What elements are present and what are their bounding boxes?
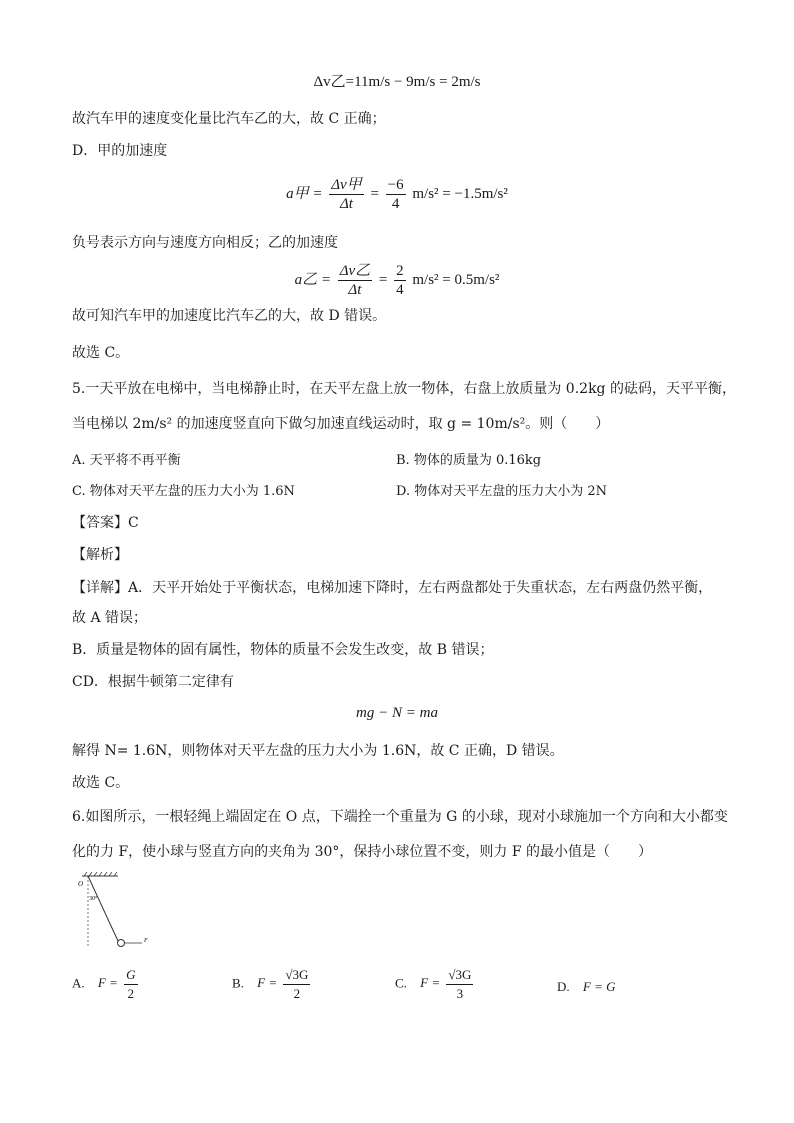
q5-detail-line3: B．质量是物体的固有属性，物体的质量不会发生改变，故 B 错误； xyxy=(72,642,494,658)
label-f: F xyxy=(144,938,148,944)
denominator: Δt xyxy=(339,196,353,212)
q5-option-c[interactable]: C. 物体对天平左盘的压力大小为 1.6N xyxy=(72,484,295,499)
q5-detail-line4: CD．根据牛顿第二定律有 xyxy=(72,674,234,690)
equation-delta-v-yi: Δv乙=11m/s − 9m/s = 2m/s xyxy=(313,74,481,90)
q5-choose: 故选 C。 xyxy=(72,775,130,791)
numerator: Δv乙 xyxy=(339,263,371,279)
option-expression: F = G xyxy=(582,979,616,994)
q5-stem-line2: 当电梯以 2m/s² 的加速度竖直向下做匀加速直线运动时，取 g = 10m/s²。则（ ） xyxy=(72,416,610,432)
numerator: Δv甲 xyxy=(331,177,362,193)
eq-lhs: a甲 = xyxy=(286,185,323,202)
text-d-heading: D．甲的加速度 xyxy=(72,143,168,159)
text-c-conclusion: 故汽车甲的速度变化量比汽车乙的大，故 C 正确； xyxy=(72,111,386,127)
q5-detail-line1: 【详解】A．天平开始处于平衡状态，电梯加速下降时，左右两盘都处于失重状态，左右两盘仍然平衡， xyxy=(72,580,713,596)
equation-a-jia xyxy=(0,176,794,213)
q5-option-d[interactable]: D. 物体对天平左盘的压力大小为 2N xyxy=(396,484,608,499)
ball xyxy=(118,940,125,947)
option-lhs: F = xyxy=(257,975,278,991)
q6-option-d[interactable] xyxy=(557,978,616,996)
ceiling-hatch xyxy=(82,872,118,876)
q5-stem-line1: 5.一天平放在电梯中，当电梯静止时，在天平左盘上放一物体，右盘上放质量为 0.2kg 的砝码，天平平衡， xyxy=(72,381,736,397)
equation-a-yi xyxy=(0,262,794,299)
eq-rhs: m/s² = −1.5m/s² xyxy=(412,185,508,202)
option-label: A. xyxy=(72,975,85,991)
numerator: −6 xyxy=(387,177,404,193)
equals: = xyxy=(370,185,379,202)
numerator: G xyxy=(124,966,137,985)
q5-option-a[interactable]: A. 天平将不再平衡 xyxy=(72,453,181,468)
fraction xyxy=(446,966,473,1003)
denominator: 3 xyxy=(456,986,464,1001)
eq-lhs: a乙 = xyxy=(294,271,331,288)
q6-option-c[interactable] xyxy=(395,966,476,1003)
option-label: C. xyxy=(395,975,407,991)
eq-rhs: m/s² = 0.5m/s² xyxy=(412,271,500,288)
equals: = xyxy=(378,271,388,288)
text-choose-c: 故选 C。 xyxy=(72,345,130,361)
q5-option-b[interactable]: B. 物体的质量为 0.16kg xyxy=(396,453,542,468)
fraction xyxy=(283,966,310,1003)
equation-newton: mg − N = ma xyxy=(356,705,438,721)
string-line xyxy=(88,876,118,941)
q5-solve: 解得 N= 1.6N，则物体对天平左盘的压力大小为 1.6N，故 C 正确，D 错误。 xyxy=(72,743,564,759)
q5-analysis-heading: 【解析】 xyxy=(72,547,128,563)
option-lhs: F = xyxy=(420,975,441,991)
label-angle: 30° xyxy=(89,896,98,902)
fraction xyxy=(338,262,372,299)
fraction xyxy=(124,966,137,1003)
q6-stem-line2: 化的力 F，使小球与竖直方向的夹角为 30°，保持小球位置不变，则力 F 的最小值是（ ） xyxy=(72,844,653,860)
text-d-conclusion: 故可知汽车甲的加速度比汽车乙的大，故 D 错误。 xyxy=(72,308,387,324)
option-label: D. xyxy=(557,979,570,994)
pendulum-figure xyxy=(72,870,162,954)
numerator: 2 xyxy=(396,263,404,279)
denominator: 2 xyxy=(293,986,301,1001)
q6-option-b[interactable] xyxy=(232,966,313,1003)
denominator: 4 xyxy=(396,282,404,298)
numerator: √3G xyxy=(283,966,310,985)
text-negative-sign: 负号表示方向与速度方向相反；乙的加速度 xyxy=(72,235,338,251)
q6-stem-line1: 6.如图所示，一根轻绳上端固定在 O 点，下端拴一个重量为 G 的小球，现对小球施加一个方向和大小都变 xyxy=(72,809,728,825)
denominator: Δt xyxy=(348,282,362,298)
option-lhs: F = xyxy=(97,975,118,991)
denominator: 2 xyxy=(127,986,135,1001)
denominator: 4 xyxy=(391,196,400,212)
fraction xyxy=(386,176,406,213)
q5-answer: 【答案】C xyxy=(72,515,139,531)
fraction xyxy=(329,176,363,213)
fraction xyxy=(394,262,406,299)
label-o: O xyxy=(78,880,84,888)
numerator: √3G xyxy=(446,966,473,985)
option-label: B. xyxy=(232,975,244,991)
q6-option-a[interactable] xyxy=(72,966,141,1003)
q5-detail-line2: 故 A 错误； xyxy=(72,610,148,626)
